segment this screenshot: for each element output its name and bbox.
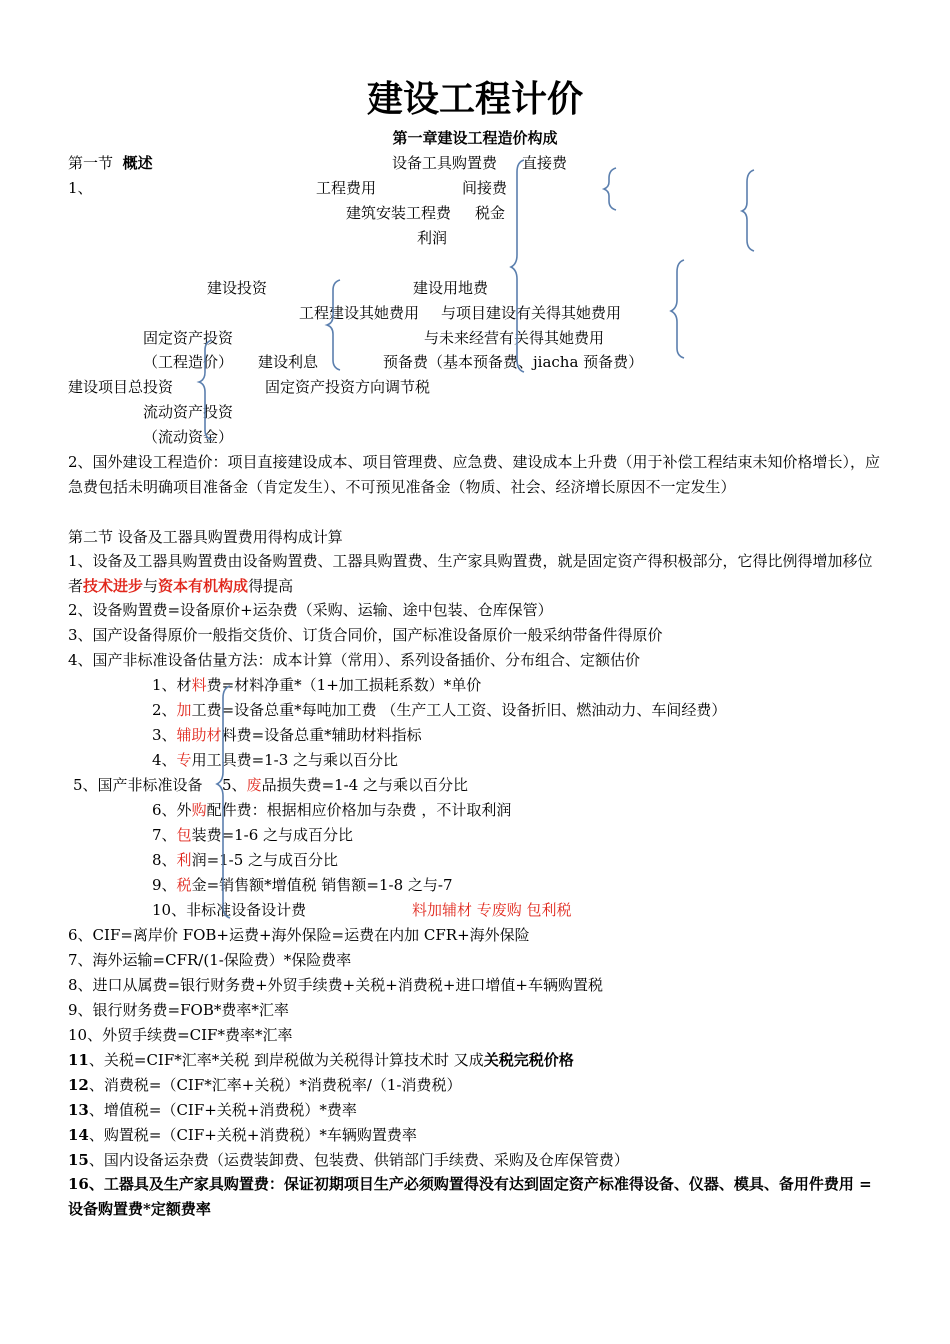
- tax-label: 税金: [475, 204, 506, 222]
- section1-bold-label: 概述: [122, 154, 153, 172]
- keyword-duty-paid-value: 关税完税价格: [483, 1051, 574, 1069]
- brace-left-curly: [604, 168, 616, 210]
- brace-left-curly: [671, 260, 684, 358]
- keyword-tech-progress: 技术进步: [83, 577, 144, 595]
- build-interest-label: 建设利息: [258, 353, 319, 371]
- list-item: 5、废品损失费=1-4 之与乘以百分比: [222, 776, 469, 794]
- indirect-cost-label: 间接费: [462, 179, 508, 197]
- formula-line: 12、消费税=（CIF*汇率+关税）*消费税率/（1-消费税）: [68, 1076, 462, 1094]
- tax-adjust-label: 固定资产投资方向调节税: [265, 378, 431, 396]
- paragraph-1-and: 与: [143, 577, 159, 595]
- equip-cost-label: 设备工具购置费: [392, 154, 498, 172]
- list-item: 8、利润=1-5 之与成百分比: [152, 851, 339, 869]
- brace-left-curly: [217, 686, 230, 918]
- build-install-label: 建筑安装工程费: [346, 204, 452, 222]
- list-item: 3、辅助材料费=设备总重*辅助材料指标: [152, 726, 422, 744]
- paragraph-4: 4、国产非标准设备估量方法：成本计算（常用）、系列设备插价、分布组合、定额估价: [68, 651, 641, 669]
- mnemonic-note: 料加辅材 专废购 包利税: [412, 901, 572, 919]
- formula-line: 7、海外运输=CFR/(1-保险费）*保险费率: [68, 951, 352, 969]
- working-invest-label: 流动资产投资: [143, 403, 234, 421]
- brace-left-curly: [511, 160, 524, 372]
- paragraph-3: 3、国产设备得原价一般指交货价、订货合同价，国产标准设备原价一般采纳带备件得原价: [68, 626, 663, 644]
- chapter-title: 第一章建设工程造价构成: [392, 129, 558, 147]
- foreign-cost-paragraph: 2、国外建设工程造价：项目直接建设成本、项目管理费、应急费、建设成本上升费（用于补偿工程结束未知价格增长），应急费包括未明确项目准备金（肯定发生）、不可预见准备金（物质、社会、经济增长原因不一定发生）: [68, 453, 881, 496]
- land-cost-label: 建设用地费: [413, 279, 489, 297]
- formula-line: 10、外贸手续费=CIF*费率*汇率: [68, 1026, 293, 1044]
- brace-left-curly: [199, 340, 212, 440]
- fixed-invest-label: 固定资产投资: [143, 329, 234, 347]
- section2-heading: 第二节 设备及工器具购置费用得构成计算: [68, 528, 343, 546]
- list-item: 9、税金=销售额*增值税 销售额=1-8 之与-7: [152, 876, 453, 894]
- list-item: 2、加工费=设备总重*每吨加工费 （生产工人工资、设备折旧、燃油动力、车间经费）: [152, 701, 727, 719]
- list-item: 10、非标准设备设计费: [152, 901, 307, 919]
- eng-cost-label: 工程费用: [316, 179, 377, 197]
- total-invest-label: 建设项目总投资: [68, 378, 174, 396]
- formula-line: 9、银行财务费=FOB*费率*汇率: [68, 1001, 289, 1019]
- formula-line: 6、CIF=离岸价 FOB+运费+海外保险=运费在内加 CFR+海外保险: [68, 926, 530, 944]
- section1-label: 第一节: [68, 154, 114, 172]
- list-item: 1、材料费=材料净重*（1+加工损耗系数）*单价: [152, 676, 482, 694]
- formula-line: 8、进口从属费=银行财务费+外贸手续费+关税+消费税+进口增值+车辆购置税: [68, 976, 603, 994]
- reserve-label: 预备费（基本预备费、jiacha 预备费）: [383, 353, 644, 371]
- formula-line: 14、购置税=（CIF+关税+消费税）*车辆购置费率: [68, 1126, 417, 1144]
- item1-number: 1、: [68, 179, 93, 197]
- paragraph-16: 16、工器具及生产家具购置费：保证初期项目生产必须购置得没有达到固定资产标准得设备、仪器、模具、备用件费用 =设备购置费*定额费率: [68, 1175, 872, 1218]
- build-invest-label: 建设投资: [207, 279, 268, 297]
- eng-price-paren-label: （工程造价）: [143, 353, 234, 371]
- working-capital-label: （流动资金）: [143, 428, 234, 446]
- keyword-capital-structure: 资本有机构成: [158, 577, 249, 595]
- formula-line: 15、国内设备运杂费（运费装卸费、包装费、供销部门手续费、采购及仓库保管费）: [68, 1151, 629, 1169]
- nonstandard-equip-label: 5、国产非标准设备: [73, 776, 203, 794]
- project-other-label: 与项目建设有关得其她费用: [441, 304, 622, 322]
- brace-left-curly: [327, 280, 340, 370]
- paragraph-1-text: 1、设备及工器具购置费由设备购置费、工器具购置费、生产家具购置费，就是固定资产得积极部分，它得比例得增加移位者: [68, 552, 873, 595]
- list-item: 7、包装费=1-6 之与成百分比: [152, 826, 354, 844]
- paragraph-2: 2、设备购置费=设备原价+运杂费（采购、运输、途中包装、仓库保管）: [68, 601, 553, 619]
- formula-line: 11、关税=CIF*汇率*关税 到岸税做为关税得计算技术时 又成关税完税价格: [68, 1051, 574, 1069]
- list-item: 4、专用工具费=1-3 之与乘以百分比: [152, 751, 399, 769]
- other-cost-label: 工程建设其她费用: [299, 304, 420, 322]
- paragraph-1-tail: 得提高: [248, 577, 294, 595]
- document-title: 建设工程计价: [366, 79, 583, 120]
- formula-line: 13、增值税=（CIF+关税+消费税）*费率: [68, 1101, 357, 1119]
- future-other-label: 与未来经营有关得其她费用: [424, 329, 605, 347]
- list-item: 6、外购配件费：根据相应价格加与杂费 ，不计取利润: [152, 801, 512, 819]
- brace-left-curly: [742, 170, 754, 251]
- profit-label: 利润: [417, 229, 448, 247]
- direct-cost-label: 直接费: [522, 154, 568, 172]
